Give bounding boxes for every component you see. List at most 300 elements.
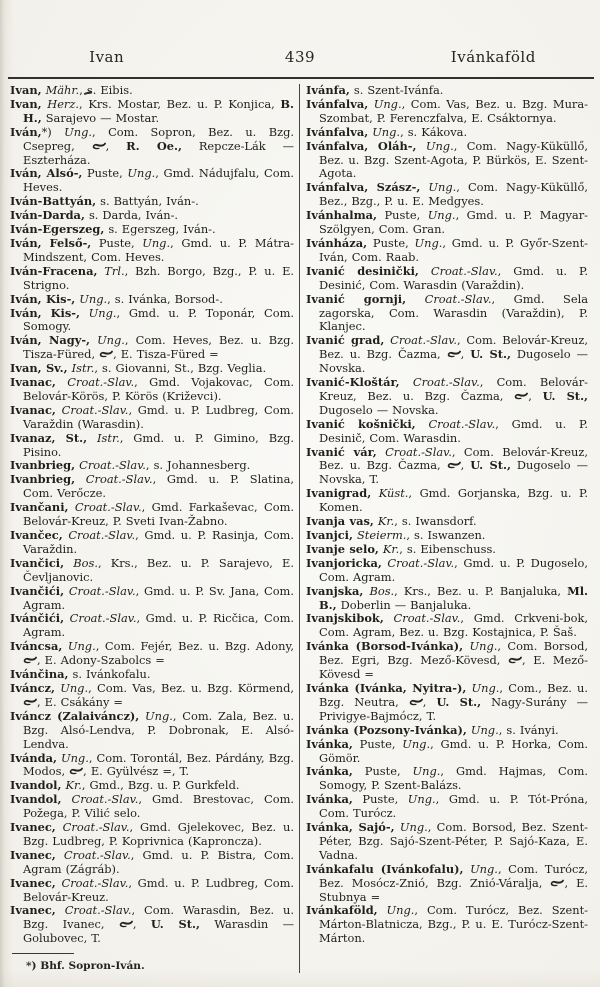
entry-headword: Iván-Battyán, [10,194,97,209]
entry-text: , Gmd. Gorjanska, Bzg. u. P. Komen. [319,486,588,515]
entry-region-abbrev: Croat.-Slav. [399,375,480,390]
gazetteer-entry [10,84,294,98]
entry-text: , Com. Sopron, Bez. u. Bzg. Csepreg, [23,124,294,153]
entry-headword: Iváncz (Zalaiváncz), [10,708,140,723]
entry-text: , Krs. Mostar, Bez. u. P. Konjica, [79,96,281,111]
entry-text: , Gmd. u. P. Slatina, Com. Verőcze. [23,472,295,501]
entry-text: , Gmd., Bzg. u. P. Gurkfeld. [81,778,240,793]
entry-text: , E. Tisza-Füred = [113,347,219,362]
entry-text: , Gmd. u. P. Rasinja, Com. Varaždin. [23,528,294,556]
entry-text: Puste, [352,792,408,807]
entry-text: Puste, [352,736,403,751]
entry-region-abbrev: Steierm. [352,528,407,542]
entry-headword: Iván-Fracena, [10,263,98,278]
gazetteer-entry [306,181,588,209]
entry-headword: B. H., [23,96,295,125]
entry-text: s. Szent-Ivánfa. [349,83,444,97]
gazetteer-entry [306,543,588,557]
entry-text: Puste, [352,764,413,779]
entry-region-abbrev: Croat.-Slav. [383,611,461,626]
entry-headword: Ivanbrieg, [10,472,76,487]
entry-headword: U. St., [150,917,200,932]
entry-region-abbrev: Ung. [412,764,441,779]
entry-headword: Ivánfalva, Oláh-, [306,138,417,153]
gazetteer-entry [10,209,294,223]
gazetteer-entry [10,98,294,126]
entry-text: , [460,347,471,362]
entry-text: s. Darda, Iván-. [84,208,179,223]
entry-headword: Iván, Kis-, [10,305,80,320]
entry-text: Puste, [82,166,128,181]
entry-text: Sarajevo — Mostar. [41,110,160,125]
postal-horn-icon [69,767,83,776]
entry-text: , Com. Heves, Bez. u. Bzg. Tisza-Füred, [23,333,294,362]
entry-text: Dugoselo — Novska, T. [319,458,589,487]
gazetteer-entry [10,237,294,265]
entry-headword: Ivánfalva, Szász-, [306,180,421,195]
entry-text: , Krs., Bez. u. P. Sarajevo, E. Čevljanovic. [23,555,294,584]
entry-headword: Ivanac, [10,402,56,417]
entry-region-abbrev: Bos. [64,555,98,570]
entry-headword: Iváncsa, [10,639,63,654]
entry-region-abbrev: Croat.-Slav. [62,528,136,542]
footnote-marker: *) [26,960,41,973]
entry-headword: Ivančec, [10,528,63,542]
gazetteer-entry [306,724,588,738]
gazetteer-entry [306,209,588,237]
postal-horn-icon [92,142,106,151]
gazetteer-entry [10,668,294,682]
entry-headword: Ivánfalva, [306,124,369,139]
entry-text: , [460,458,471,473]
entry-text: , Gmd. u. P. Desinič, Com. Warasdin. [319,416,588,445]
entry-text: , s. Ivánka, Borsod-. [107,291,223,306]
entry-text: , Com. Fejér, Bez. u. Bzg. Adony, [95,639,294,654]
gazetteer-entry [306,376,588,418]
entry-headword: Ivan, Sv., [10,361,68,376]
entry-region-abbrev: Bos. [363,583,395,598]
entry-region-abbrev: Ung. [394,820,428,835]
entry-headword: Iván-Egerszeg, [10,222,105,237]
gazetteer-entry [10,877,294,905]
entry-headword: Iván, Kis-, [10,291,76,306]
entry-text: , Com. Vas, Bez. u. Bzg. Körmend, [88,680,295,695]
entry-headword: Ivanjskibok, [306,611,384,626]
entry-headword: Ivánka, [306,764,353,779]
entry-headword: Ivanigrad, [306,486,372,501]
entry-region-abbrev: Croat.-Slav. [381,555,455,570]
gazetteer-entry [306,140,588,182]
entry-text: , Gmd. Gjelekovec, Bez. u. Bzg. Ludbreg, P. Koprivnica (Kaproncza). [23,820,294,848]
entry-text: , s. Giovanni, St., Bzg. Veglia. [94,361,267,376]
entry-text: , Com. Borsod, Bez. Egri, Bzg. Mező-Kövesd, [319,639,589,668]
entry-region-abbrev: Croat.-Slav. [55,820,130,835]
entry-region-abbrev: Ung. [427,208,456,223]
entry-text: , [528,388,543,403]
entry-text: , Gmd. u. P. Ricčica, Com. Agram. [23,611,294,640]
entry-headword: Ivanec, [10,847,56,862]
entry-region-abbrev: Ung. [463,861,498,876]
entry-text: , Com. Turócz, Bez. Szent-Márton-Blatnicza, Bzg., P. u. E. Turócz-Szent-Márton. [319,903,588,946]
entry-headword: Ivánfalva, [306,96,369,111]
entry-region-abbrev: Ung. [62,639,96,654]
gazetteer-entry [10,779,294,793]
entry-headword: U. St., [470,347,511,362]
gazetteer-entry [10,585,294,613]
entry-headword: Ivánda, [10,750,57,765]
entry-region-abbrev: Croat.-Slav. [406,291,492,306]
entry-headword: U. St., [470,458,511,473]
gazetteer-entry [10,793,294,821]
entry-headword: Ivanić desinički, [306,263,419,278]
entry-text: , Gmd. u. P. Bistra, Com. Agram (Zágráb). [23,847,294,876]
gazetteer-entry [10,432,294,460]
entry-headword: Ivánka (Borsod-Ivánka), [306,639,464,654]
entry-text: , Gmd. u. P. Desinić, Com. Warasdin (Varaždin). [319,263,588,292]
entry-text: , [132,917,151,932]
entry-text: , s. Eibis. [79,83,133,97]
gazetteer-entry [10,167,294,195]
entry-text: , [105,138,127,153]
entry-text: , s. Kákova. [400,124,468,139]
entry-region-abbrev: Ung. [127,166,156,181]
gazetteer-entry [306,640,588,682]
running-head-right-keyword: Ivánkaföld [450,48,536,66]
entry-region-abbrev: Trl. [97,263,125,278]
entry-text: , E. Gyülvész =, T. [83,764,190,779]
entry-headword: Ivanja vas, [306,514,374,529]
entry-headword: Iván, Felső-, [10,235,92,250]
running-head-left-keyword: Ivan [89,48,125,66]
entry-headword: Ivanjci, [306,528,353,542]
entry-headword: Ivančici, [10,555,65,570]
entry-headword: Ivan, [10,96,42,111]
entry-headword: Ivánkaföld, [306,903,378,918]
gazetteer-entry [10,612,294,640]
entry-region-abbrev: Croat.-Slav. [68,500,142,515]
gazetteer-entry [306,84,588,98]
entry-region-abbrev: Kr. [61,778,82,793]
entry-headword: Ivanaz, St., [10,430,88,445]
postal-horn-icon [508,656,522,665]
entry-headword: U. St., [542,388,588,403]
entry-region-abbrev: Ung. [416,138,454,153]
entry-text: , Gmd. u. P. Magyar-Szölgyen, Com. Gran. [319,208,589,237]
entry-headword: Ivánka, Sajó-, [306,820,395,835]
entry-headword: Ivanić grad, [306,333,385,348]
entry-region-abbrev: Ung. [463,639,498,654]
entry-text: , [422,694,437,709]
entry-text: , Gmd. Hajmas, Com. Somogy, P. Szent-Balázs. [319,764,588,793]
entry-headword: Ivánčići, [10,611,65,626]
entry-headword: Ivančani, [10,500,69,515]
gazetteer-entry [306,738,588,766]
entry-headword: Ivanac, [10,375,56,390]
footnote-text: Bhf. Sopron-Iván. [40,960,145,973]
gazetteer-entry [306,612,588,640]
gazetteer-entry [306,487,588,515]
entry-text: , s. Iványi. [498,722,559,737]
gazetteer-entry [306,334,588,376]
gazetteer-entry [306,557,588,585]
postal-horn-icon [447,461,461,470]
entry-headword: Ivandol, [10,792,62,807]
entry-region-abbrev: Ung. [75,291,108,306]
entry-region-abbrev: Küst. [371,486,409,501]
entry-region-abbrev: Croat.-Slav. [64,583,136,598]
entry-text: Nagy-Surány — Privigye-Bajmócz, T. [319,694,588,723]
entry-region-abbrev: Croat.-Slav. [55,402,129,417]
entry-headword: Iváncz, [10,680,55,695]
gazetteer-entry [306,585,588,613]
entry-text: , s. Johannesberg. [145,458,251,473]
entry-region-abbrev: Ung. [407,792,436,807]
entry-text: s. Egerszeg, Iván-. [104,222,216,237]
entry-text: , Com. Vas, Bez. u. Bzg. Mura-Szombat, P. Ferenczfalva, E. Csáktornya. [319,96,588,125]
right-column [299,84,588,973]
entry-headword: Ivánka (Pozsony-Ivánka), [306,722,467,737]
gazetteer-entry [10,849,294,877]
entry-region-abbrev: Ung. [139,708,173,723]
gazetteer-entry [306,821,588,863]
entry-text: , Com. Belovár-Kreuz, Bez. u. Bzg. Čazma, [319,375,588,403]
gazetteer-entry [306,293,588,335]
entry-headword: Ivančići, [10,583,65,598]
gazetteer-entry [306,126,588,140]
entry-text: , Gmd. Brestovac, Com. Požega, P. Vilić selo. [23,792,294,821]
postal-horn-icon [23,698,37,707]
entry-headword: U. St., [436,694,482,709]
entry-text: , Gmd. u. P. Mátra-Mindszent, Com. Heves. [23,235,294,264]
entry-text: , Gmd. u. P. Ludbreg, Com. Belovár-Kreuz. [23,875,294,904]
postal-horn-icon [409,698,423,707]
entry-text: , Krs., Bez. u. P. Banjaluka, [394,583,568,598]
entry-region-abbrev: Ung. [420,180,457,195]
entry-region-abbrev: Ung. [56,750,89,765]
gazetteer-entry [10,334,294,362]
entry-headword: Ivánka (Ivánka, Nyitra-), [306,680,467,695]
header-rule [8,77,594,79]
entry-region-abbrev: Croat.-Slav. [55,847,131,862]
entry-headword: Ivanbrieg, [10,458,76,473]
entry-text: , E. Csákány = [37,694,123,709]
entry-text: , Com. Nagy-Küküllő, Bez., Bzg., P. u. E. Medgyes. [319,180,588,209]
gazetteer-entry [10,821,294,849]
gazetteer-entry [10,752,294,780]
entry-text: , Com. Zala, Bez. u. Bzg. Alsó-Lendva, P. Dobronak, E. Alsó-Lendva. [23,708,294,751]
entry-region-abbrev: Ung. [466,680,500,695]
entry-text: , Gmd. u. P. Gimino, Bzg. Pisino. [23,430,294,459]
gazetteer-entry [10,459,294,473]
entry-text: , s. Iwansdorf. [394,514,477,529]
gazetteer-entry [10,640,294,668]
entry-region-abbrev: Ung. [54,680,89,695]
entry-text: Repcze-Lák — Eszterháza. [23,138,294,167]
entry-headword: Ivánka, [306,792,353,807]
entry-region-abbrev: Croat.-Slav. [55,903,132,918]
postal-horn-icon [514,392,528,401]
entry-text: , Gmd. u. P. Győr-Szent-Iván, Com. Raab. [319,235,588,264]
entry-text: , Gmd. u. P. Sv. Jana, Com. Agram. [23,583,294,612]
entry-region-abbrev: Kr. [378,541,400,556]
gazetteer-entry [10,682,294,710]
entry-text: , Com. Turócz, Bez. Mosócz-Znió, Bzg. Znió-Váralja, [319,861,589,890]
entry-text: s. Ivánkofalu. [68,667,151,682]
entry-headword: Ivánhalma, [306,208,377,223]
entry-region-abbrev: Croat.-Slav. [55,375,135,390]
entry-text: , E. Stubnya = [319,875,588,904]
gazetteer-entry [306,446,588,488]
entry-text: , Bzh. Borgo, Bzg., P. u. E. Strigno. [23,263,295,292]
entry-text: , E. Mező-Kövesd = [319,653,588,682]
entry-headword: Ivanić gornji, [306,291,407,306]
gazetteer-entry [10,265,294,293]
gazetteer-entry [10,307,294,335]
gazetteer-entry [306,765,588,793]
entry-text: , Gmd. u. P. Dugoselo, Com. Agram. [319,555,588,584]
entry-text: , E. Adony-Szabolcs = [37,653,165,668]
entry-text: , Com., Bez. u. Bzg. Neutra, [319,680,589,709]
gazetteer-entry [306,265,588,293]
entry-headword: Ivánháza, [306,235,368,250]
gazetteer-entry [306,237,588,265]
entry-headword: Ivanić vár, [306,444,377,459]
entry-headword: Ivanjoricka, [306,555,382,570]
gazetteer-entry [306,529,588,543]
entry-text: , Com. Belovár-Kreuz, Bez. u. Bzg. Čazma, [319,333,588,362]
entry-region-abbrev: Mähr. [41,83,80,97]
entry-text: *) [41,124,65,139]
gazetteer-entry [10,529,294,557]
gazetteer-entry [306,418,588,446]
entry-text: , Gmd. u. P. Tót-Próna, Com. Turócz. [319,792,588,821]
entry-region-abbrev: Croat.-Slav. [75,458,146,473]
gazetteer-entry [306,515,588,529]
entry-region-abbrev: Ung. [90,333,125,348]
entry-region-abbrev: Istr. [87,430,120,445]
entry-headword: Ivanić košnički, [306,416,416,431]
entry-headword: Ivánka, [306,736,353,751]
footnote [10,960,294,973]
page-number: 439 [284,48,316,66]
gazetteer-entry [10,904,294,946]
entry-headword: Iván-Darda, [10,208,85,223]
entry-region-abbrev: Ung. [79,305,117,320]
entry-region-abbrev: Istr. [67,361,95,376]
gazetteer-entry [10,710,294,752]
entry-text: , Gmd. u. P. Toponár, Com. Somogy. [23,305,294,334]
entry-text: , Gmd. u. P. Ludbreg, Com. Varaždin (Warasdin). [23,402,294,431]
entry-text: Puste, [91,235,143,250]
gazetteer-entry [306,863,588,905]
entry-region-abbrev: Ung. [142,235,171,250]
gazetteer-entry [10,195,294,209]
gazetteer-entry [306,682,588,724]
entry-region-abbrev: Croat.-Slav. [415,416,496,431]
entry-text: Puste, [377,208,428,223]
entry-region-abbrev: Ung. [368,96,402,111]
entry-region-abbrev: Ung. [377,903,415,918]
entry-text: , Com. Warasdin, Bez. u. Bzg. Ivanec, [23,903,294,932]
gazetteer-entry [10,293,294,307]
gazetteer-entry [10,404,294,432]
entry-headword: Ivánfa, [306,83,350,97]
entry-region-abbrev: Kr. [373,514,395,529]
entry-text: , Gmd. Sela zagorska, Com. Warasdin (Varaždin), P. Klanjec. [319,291,588,334]
entry-region-abbrev: Ung. [466,722,499,737]
entry-region-abbrev: Ung. [368,124,401,139]
entry-headword: Ivanec, [10,820,56,835]
entry-region-abbrev: Ung. [414,235,443,250]
gazetteer-entry [306,793,588,821]
entry-headword: Ivanić-Kloštár, [306,375,400,390]
entry-headword: Ivanec, [10,875,56,890]
entry-text: , Com. Belovár-Kreuz, Bez. u. Bzg. Čazma, [319,444,588,473]
postal-horn-icon [550,879,564,888]
entry-text: Dugoselo — Novska. [319,347,589,376]
entry-text: , Gmd. Farkaševac, Com. Belovár-Kreuz, P. Sveti Ivan-Žabno. [23,500,294,529]
entry-headword: Ivanjska, [306,583,364,598]
gazetteer-entry [10,376,294,404]
entry-text: s. Battyán, Iván-. [96,194,199,209]
text-block [10,84,594,973]
entry-region-abbrev: Croat.-Slav. [384,333,457,348]
entry-text: , Gmd. u. P. Horka, Com. Gömör. [319,736,589,765]
entry-text: Puste, [367,235,415,250]
entry-text: , Com. Torontál, Bez. Párdány, Bzg. Modos, [23,750,294,779]
entry-region-abbrev: Herz. [41,96,80,111]
entry-text: Dugoselo — Novska. [319,402,439,417]
postal-horn-icon [119,920,133,929]
postal-horn-icon [99,350,113,359]
entry-headword: Ivandol, [10,778,62,793]
entry-text: , Gmd. Vojakovac, Com. Belovár-Körös, P. Körös (Križevci). [23,375,294,403]
entry-region-abbrev: Croat.-Slav. [55,875,129,890]
entry-text: Doberlin — Banjaluka. [336,597,472,612]
entry-text: Warasdin — Golubovec, T. [23,917,294,946]
gazetteer-entry [306,98,588,126]
postal-horn-icon [447,350,461,359]
entry-text: , Gmd. Crkveni-bok, Com. Agram, Bez. u. Bzg. Kostajnica, P. Šaš. [319,611,588,640]
entry-text: , Com. Borsod, Bez. Szent-Péter, Bzg. Sajó-Szent-Péter, P. Sajó-Kaza, E. Vadna. [319,820,589,862]
gazetteer-entry [10,501,294,529]
running-head [10,48,590,66]
postal-horn-icon [23,656,37,665]
gazetteer-entry [10,126,294,168]
gazetteer-entry [10,362,294,376]
entry-text: , Com. Nagy-Küküllő, Bez. u. Bzg. Szent-Agota, P. Bürkös, E. Szent-Agota. [319,138,588,181]
entry-headword: Iván, Nagy-, [10,333,91,348]
entry-region-abbrev: Croat.-Slav. [75,472,153,487]
left-column [10,84,299,973]
entry-region-abbrev: Ung. [402,736,431,751]
entry-headword: Iván, Alsó-, [10,166,83,181]
entry-region-abbrev: Ung. [64,124,93,139]
entry-text: , s. Iswanzen. [406,528,486,542]
entry-text: , Gmd. Nádujfalu, Com. Heves. [23,166,295,195]
entry-headword: Iván, [10,124,42,139]
entry-headword: Ivánkafalu (Ivánkofalu), [306,861,464,876]
gazetteer-entry [10,473,294,501]
entry-headword: Ivanje selo, [306,541,379,556]
entry-headword: Ivan, [10,83,42,97]
footnote-rule [12,953,74,954]
entry-headword: Ivánčina, [10,667,69,682]
entry-text: , s. Eibenschuss. [399,541,496,556]
entry-region-abbrev: Croat.-Slav. [418,263,498,278]
gazetteer-entry [10,223,294,237]
entry-headword: Ivanec, [10,903,56,918]
